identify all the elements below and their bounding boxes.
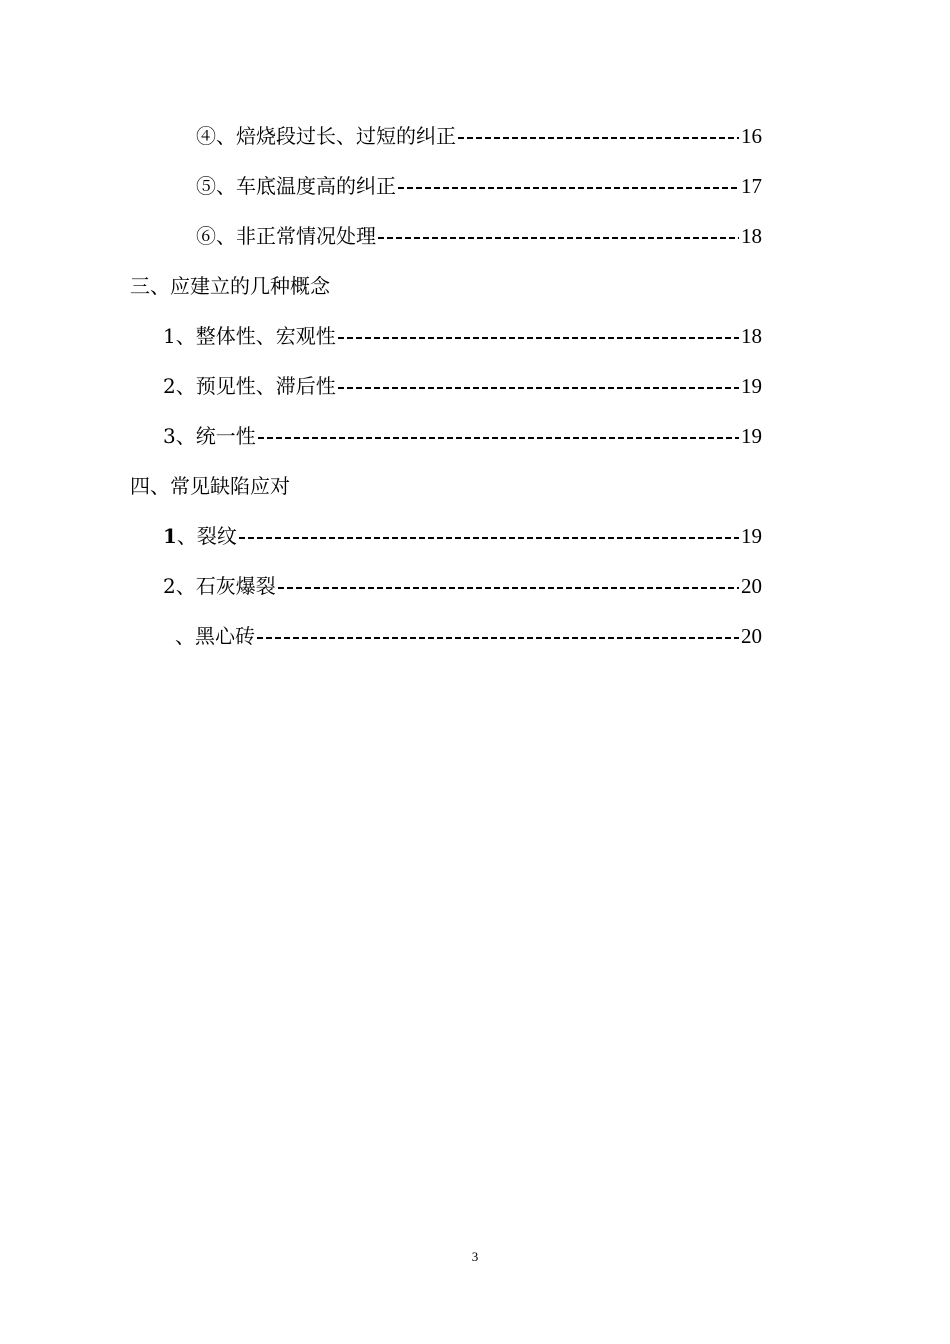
toc-entry-page: 18 [741,224,762,248]
toc-entry[interactable] [163,371,762,401]
toc-entry[interactable] [163,321,762,351]
page-number: 3 [471,1249,479,1264]
toc-section-heading[interactable]: 四、常见缺陷应对 [130,474,290,498]
dot-leader [278,587,739,589]
toc-entry-label: ⑥、非正常情况处理 [196,224,376,248]
toc-entry-page: 19 [741,524,762,548]
toc-entry-label: 2、预见性、滞后性 [163,374,336,398]
toc-entry-page: 18 [741,324,762,348]
toc-entry[interactable] [175,621,762,651]
toc-entry-text: 、裂纹 [176,524,237,548]
toc-entry[interactable] [163,571,762,601]
toc-entry-label: 2、石灰爆裂 [163,574,276,598]
dot-leader [239,537,739,539]
toc-entry-page: 19 [741,424,762,448]
toc-entry-number: 1 [163,524,177,548]
dot-leader [338,337,739,339]
toc-entry-page: 16 [741,124,762,148]
toc-entry-page: 19 [741,374,762,398]
dot-leader [398,187,739,189]
toc-entry[interactable] [163,521,762,551]
toc-entry[interactable] [196,121,762,151]
toc-entry-page: 20 [741,574,762,598]
dot-leader [258,437,739,439]
dot-leader [338,387,739,389]
toc-entry-label: 、黑心砖 [175,624,255,648]
toc-entry[interactable] [196,221,762,251]
toc-entry-label: ⑤、车底温度高的纠正 [196,174,396,198]
toc-section-heading[interactable]: 三、应建立的几种概念 [130,274,330,298]
toc-entry-label [163,521,237,551]
toc-entry[interactable] [196,171,762,201]
toc-entry-label: ④、焙烧段过长、过短的纠正 [196,124,456,148]
dot-leader [378,237,739,239]
toc-entry-label: 3、统一性 [163,424,256,448]
toc-entry[interactable] [163,421,762,451]
dot-leader [257,637,739,639]
toc-entry-label: 1、整体性、宏观性 [163,324,336,348]
toc-entry-page: 17 [741,174,762,198]
toc-entry-page: 20 [741,624,762,648]
dot-leader [458,137,739,139]
